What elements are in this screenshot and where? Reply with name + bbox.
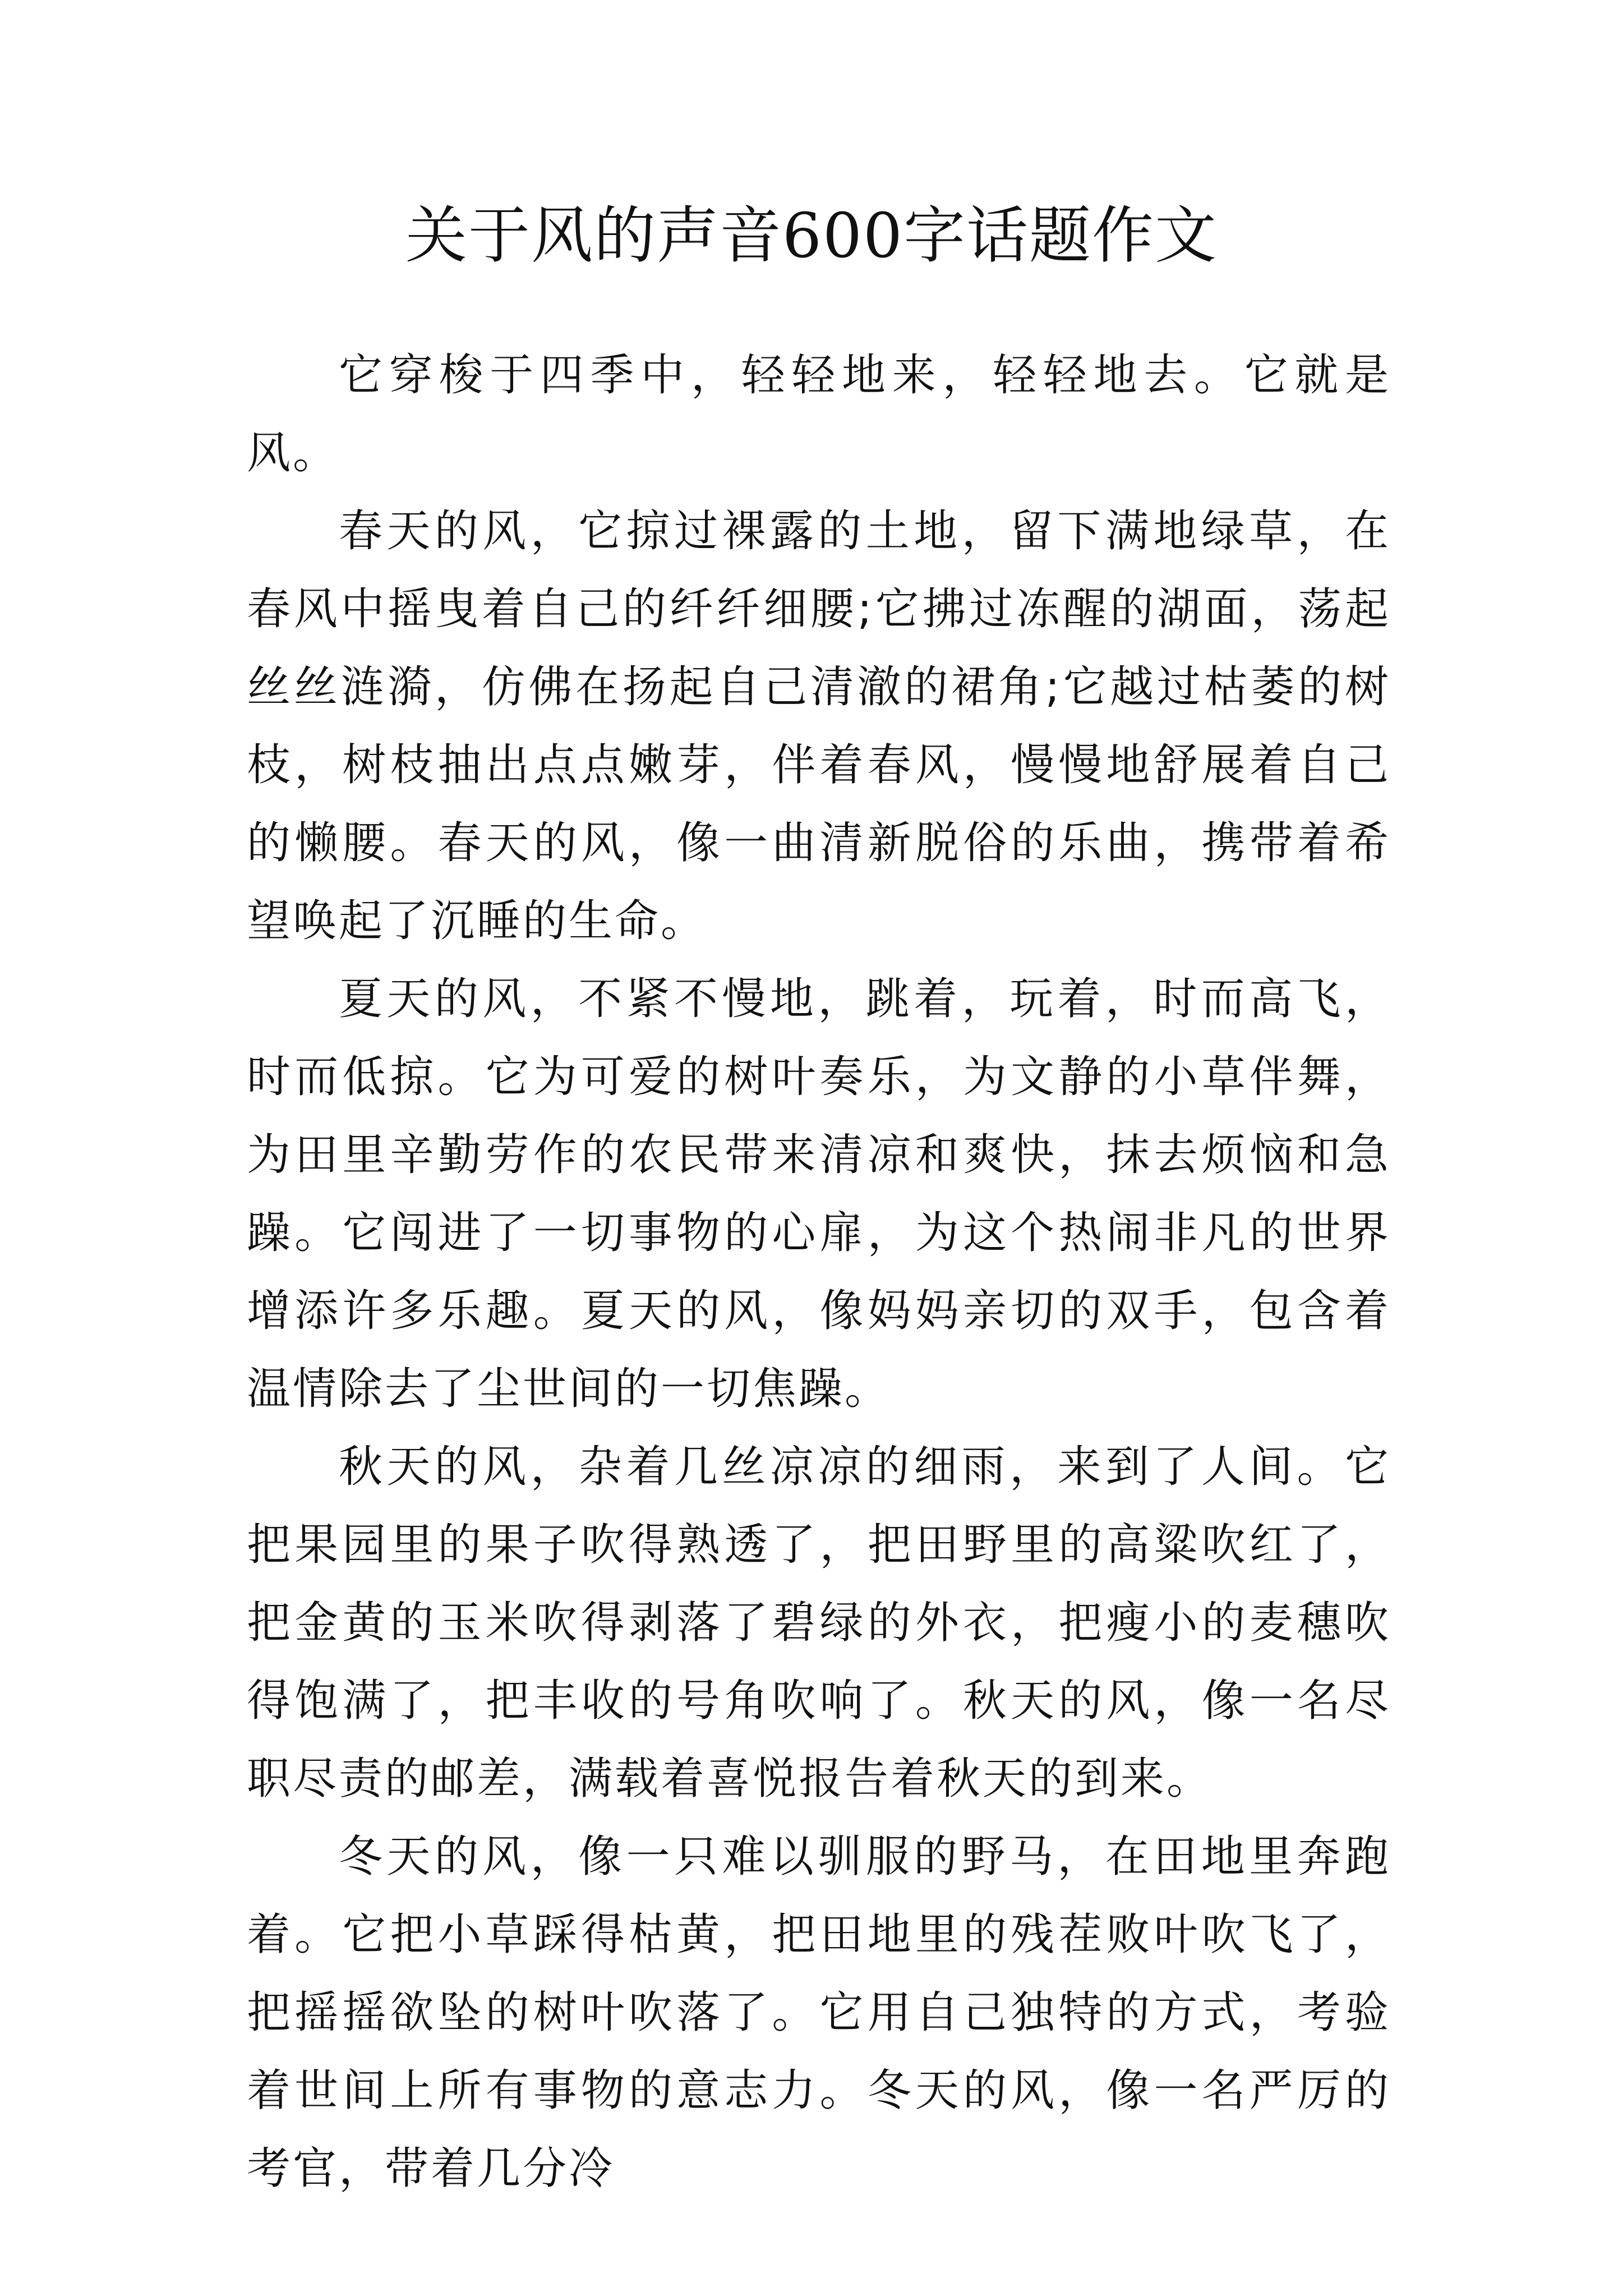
paragraph-summer: 夏天的风，不紧不慢地，跳着，玩着，时而高飞，时而低掠。它为可爱的树叶奏乐，为文静的小草伴舞，为田里辛勤劳作的农民带来清凉和爽快，抹去烦恼和急躁。它闯进了一切事物的心扉，为这个热闹非凡的世界增添许多乐趣。夏天的风，像妈妈亲切的双手，包含着温情除去了尘世间的一切焦躁。 <box>247 974 1391 1414</box>
paragraph-spring: 春天的风，它掠过裸露的土地，留下满地绿草，在春风中摇曳着自己的纤纤细腰;它拂过冻醒的湖面，荡起丝丝涟漪，仿佛在扬起自己清澈的裙角;它越过枯萎的树枝，树枝抽出点点嫩芽，伴着春风，慢慢地舒展着自己的懒腰。春天的风，像一曲清新脱俗的乐曲，携带着希望唤起了沉睡的生命。 <box>247 506 1391 946</box>
document-title: 关于风的声音600字话题作文 <box>405 200 1218 272</box>
paragraph-autumn: 秋天的风，杂着几丝凉凉的细雨，来到了人间。它把果园里的果子吹得熟透了，把田野里的高粱吹红了，把金黄的玉米吹得剥落了碧绿的外衣，把瘦小的麦穗吹得饱满了，把丰收的号角吹响了。秋天的风，像一名尽职尽责的邮差，满载着喜悦报告着秋天的到来。 <box>247 1442 1391 1804</box>
paragraph-winter: 冬天的风，像一只难以驯服的野马，在田地里奔跑着。它把小草踩得枯黄，把田地里的残茬败叶吹飞了，把摇摇欲坠的树叶吹落了。它用自己独特的方式，考验着世间上所有事物的意志力。冬天的风，像一名严厉的考官，带着几分冷 <box>247 1832 1391 2194</box>
paragraph-intro: 它穿梭于四季中，轻轻地来，轻轻地去。它就是风。 <box>247 350 1391 478</box>
essay-body <box>247 337 1391 2208</box>
